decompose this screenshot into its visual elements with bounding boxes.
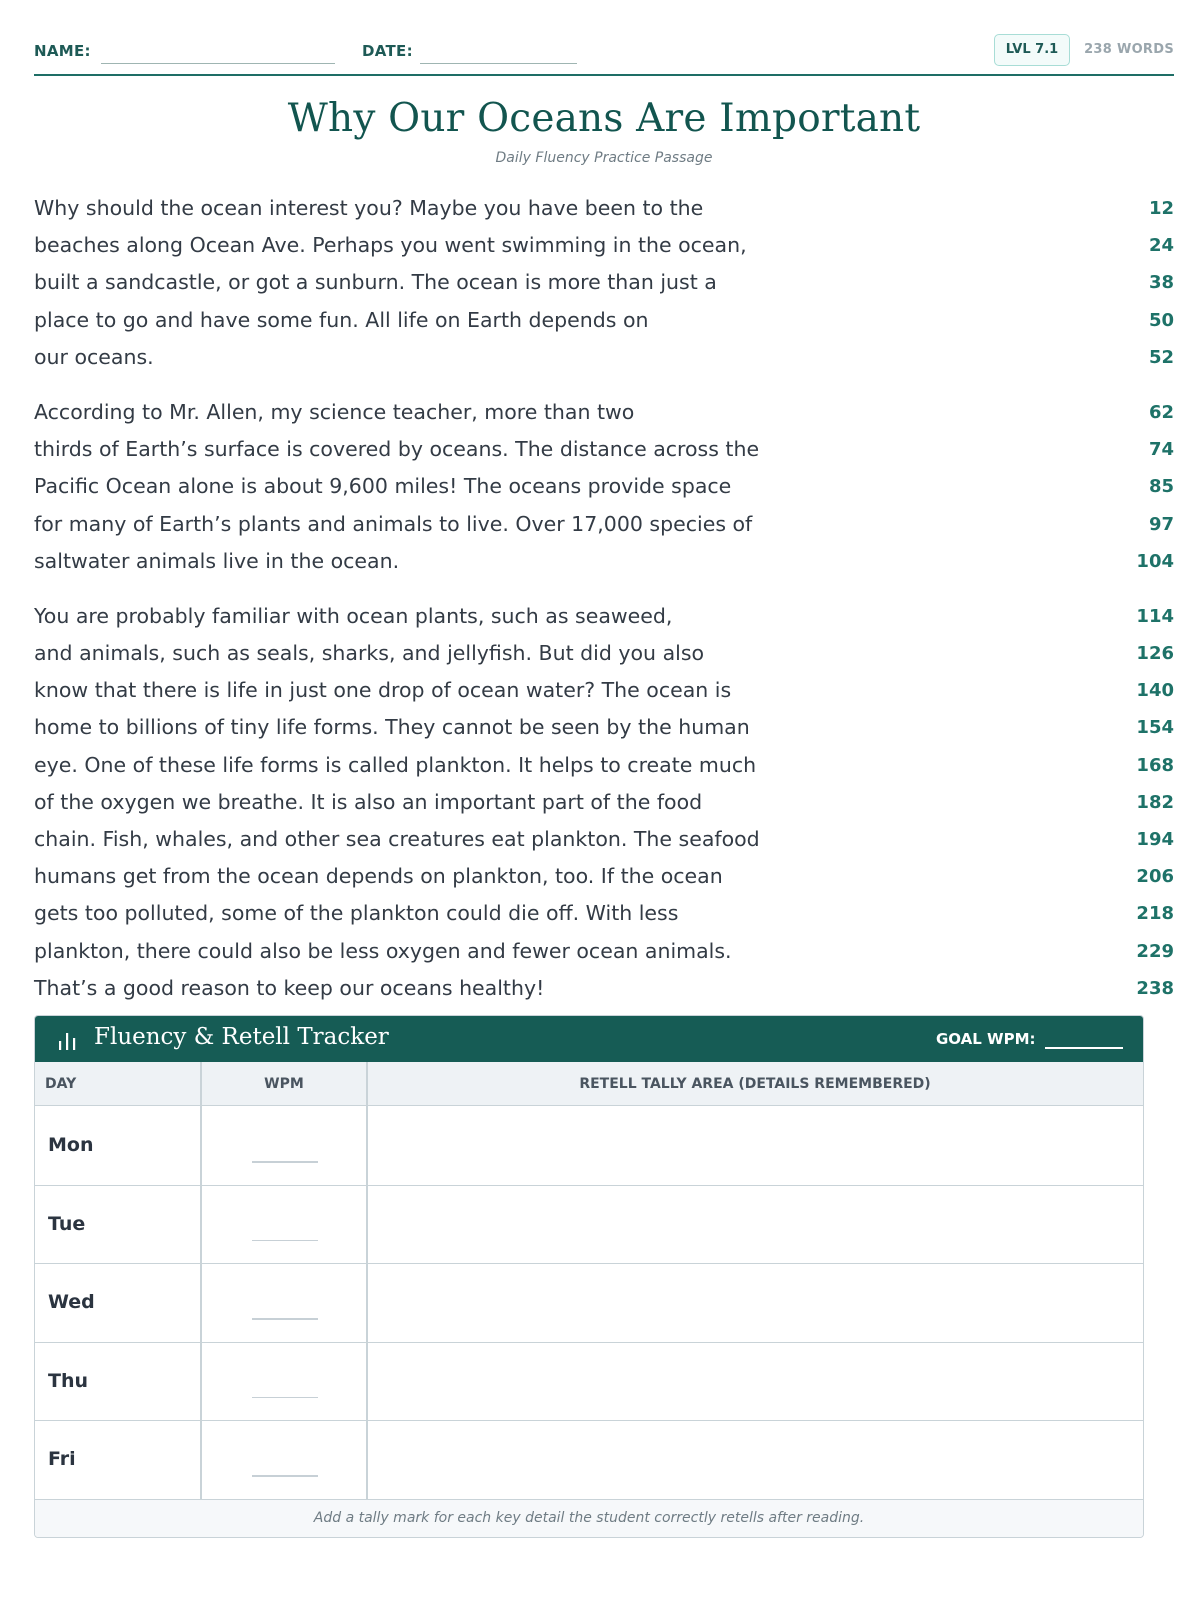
name-field[interactable] — [101, 63, 335, 64]
passage-line-text: for many of Earth’s plants and animals to live. Over 17,000 species of — [34, 511, 753, 536]
day-label: Fri — [48, 1448, 76, 1470]
passage-paragraph — [34, 394, 1174, 580]
passage-line-text: saltwater animals live in the ocean. — [34, 548, 400, 573]
worksheet-header — [34, 34, 1174, 76]
tracker-footnote: Add a tally mark for each key detail the student correctly retells after reading. — [35, 1500, 1143, 1537]
column-header-wpm: WPM — [264, 1076, 304, 1092]
passage-line-text: home to billions of tiny life forms. They cannot be seen by the human — [34, 715, 750, 740]
passage-line-text: plankton, there could also be less oxygen and fewer ocean animals. — [34, 938, 732, 963]
passage-line — [34, 709, 1174, 746]
running-word-count: 114 — [1136, 605, 1174, 627]
passage-line — [34, 431, 1174, 468]
passage-line — [34, 784, 1174, 821]
passage-line — [34, 635, 1174, 672]
passage-line — [34, 264, 1174, 301]
running-word-count: 229 — [1136, 940, 1174, 962]
running-word-count: 85 — [1148, 476, 1174, 498]
passage-line-text: know that there is life in just one drop of ocean water? The ocean is — [34, 678, 732, 703]
fluency-tracker — [34, 1015, 1144, 1538]
word-count: 238 WORDS — [1084, 42, 1174, 57]
wpm-field[interactable] — [252, 1240, 318, 1242]
passage-line — [34, 468, 1174, 505]
column-divider — [366, 1062, 368, 1499]
running-word-count: 238 — [1136, 977, 1174, 999]
day-label: Wed — [48, 1291, 95, 1313]
day-label: Mon — [48, 1134, 94, 1156]
running-word-count: 126 — [1136, 643, 1174, 665]
running-word-count: 104 — [1136, 550, 1174, 572]
passage-line-text: humans get from the ocean depends on plankton, too. If the ocean — [34, 864, 723, 889]
passage-line-text: gets too polluted, some of the plankton could die off. With less — [34, 901, 679, 926]
retell-tally-area[interactable] — [368, 1421, 1143, 1499]
name-label: NAME: — [34, 42, 91, 60]
running-word-count: 194 — [1136, 829, 1174, 850]
running-word-count: 182 — [1136, 791, 1174, 813]
day-label: Tue — [48, 1212, 86, 1235]
running-word-count: 218 — [1136, 903, 1174, 925]
running-word-count: 62 — [1148, 401, 1174, 423]
running-word-count: 74 — [1148, 439, 1174, 461]
worksheet-page — [34, 0, 1174, 1600]
passage-line-text: Pacific Ocean alone is about 9,600 miles! The oceans provide space — [34, 474, 732, 499]
passage-line — [34, 190, 1174, 227]
passage-line-text: You are probably familiar with ocean plants, such as seaweed, — [34, 603, 673, 628]
reading-passage — [34, 190, 1174, 1025]
retell-tally-area[interactable] — [368, 1264, 1143, 1342]
tracker-title: Fluency & Retell Tracker — [94, 1024, 389, 1050]
passage-paragraph — [34, 598, 1174, 1007]
goal-wpm-field[interactable] — [1045, 1047, 1123, 1049]
date-field[interactable] — [420, 63, 577, 64]
retell-tally-area[interactable] — [368, 1343, 1143, 1421]
passage-line-text: That’s a good reason to keep our oceans healthy! — [34, 975, 545, 1000]
day-label: Thu — [48, 1369, 89, 1392]
page-subtitle: Daily Fluency Practice Passage — [495, 150, 713, 166]
passage-line — [34, 227, 1174, 264]
running-word-count: 168 — [1136, 754, 1174, 776]
passage-line-text: beaches along Ocean Ave. Perhaps you went swimming in the ocean, — [34, 233, 747, 258]
passage-line-text: thirds of Earth’s surface is covered by oceans. The distance across the — [34, 437, 760, 462]
passage-line — [34, 970, 1174, 1007]
running-word-count: 97 — [1148, 513, 1174, 535]
passage-line-text: of the oxygen we breathe. It is also an important part of the food — [34, 789, 703, 814]
retell-tally-area[interactable] — [368, 1107, 1143, 1185]
passage-line-text: Why should the ocean interest you? Maybe you have been to the — [34, 196, 704, 220]
level-badge: LVL 7.1 — [994, 34, 1070, 66]
passage-line-text: According to Mr. Allen, my science teacher, more than two — [34, 399, 635, 424]
column-header-day: DAY — [45, 1076, 77, 1092]
wpm-field[interactable] — [252, 1161, 318, 1163]
passage-line-text: built a sandcastle, or got a sunburn. The ocean is more than just a — [34, 270, 717, 295]
passage-line — [34, 598, 1174, 635]
bar-chart-icon — [57, 1029, 79, 1051]
wpm-field[interactable] — [252, 1475, 318, 1477]
passage-line-text: chain. Fish, whales, and other sea creatures eat plankton. The seafood — [34, 827, 760, 851]
passage-paragraph — [34, 190, 1174, 376]
passage-line — [34, 821, 1174, 858]
running-word-count: 24 — [1148, 235, 1174, 257]
running-word-count: 12 — [1148, 198, 1174, 219]
passage-line-text: our oceans. — [34, 344, 154, 369]
passage-line — [34, 747, 1174, 784]
passage-line-text: place to go and have some fun. All life on Earth depends on — [34, 307, 649, 332]
running-word-count: 206 — [1136, 866, 1174, 888]
wpm-field[interactable] — [252, 1318, 318, 1320]
goal-wpm-label: GOAL WPM: — [936, 1030, 1036, 1048]
column-divider — [200, 1062, 202, 1499]
passage-line — [34, 394, 1174, 431]
passage-line — [34, 895, 1174, 932]
passage-line — [34, 933, 1174, 970]
running-word-count: 154 — [1136, 717, 1174, 739]
passage-line — [34, 339, 1174, 376]
tracker-header-bar — [35, 1016, 1143, 1062]
running-word-count: 140 — [1136, 680, 1174, 702]
page-title: Why Our Oceans Are Important — [287, 96, 921, 141]
retell-tally-area[interactable] — [368, 1186, 1143, 1264]
running-word-count: 38 — [1148, 272, 1174, 294]
date-label: DATE: — [362, 42, 413, 60]
wpm-field[interactable] — [252, 1397, 318, 1399]
running-word-count: 50 — [1148, 309, 1174, 331]
passage-line — [34, 302, 1174, 339]
running-word-count: 52 — [1148, 346, 1174, 368]
passage-line-text: and animals, such as seals, sharks, and jellyfish. But did you also — [34, 641, 705, 666]
passage-line — [34, 672, 1174, 709]
passage-line — [34, 543, 1174, 580]
passage-line — [34, 858, 1174, 895]
passage-line — [34, 506, 1174, 543]
passage-line-text: eye. One of these life forms is called plankton. It helps to create much — [34, 752, 757, 777]
column-header-retell: RETELL TALLY AREA (DETAILS REMEMBERED) — [579, 1076, 931, 1092]
